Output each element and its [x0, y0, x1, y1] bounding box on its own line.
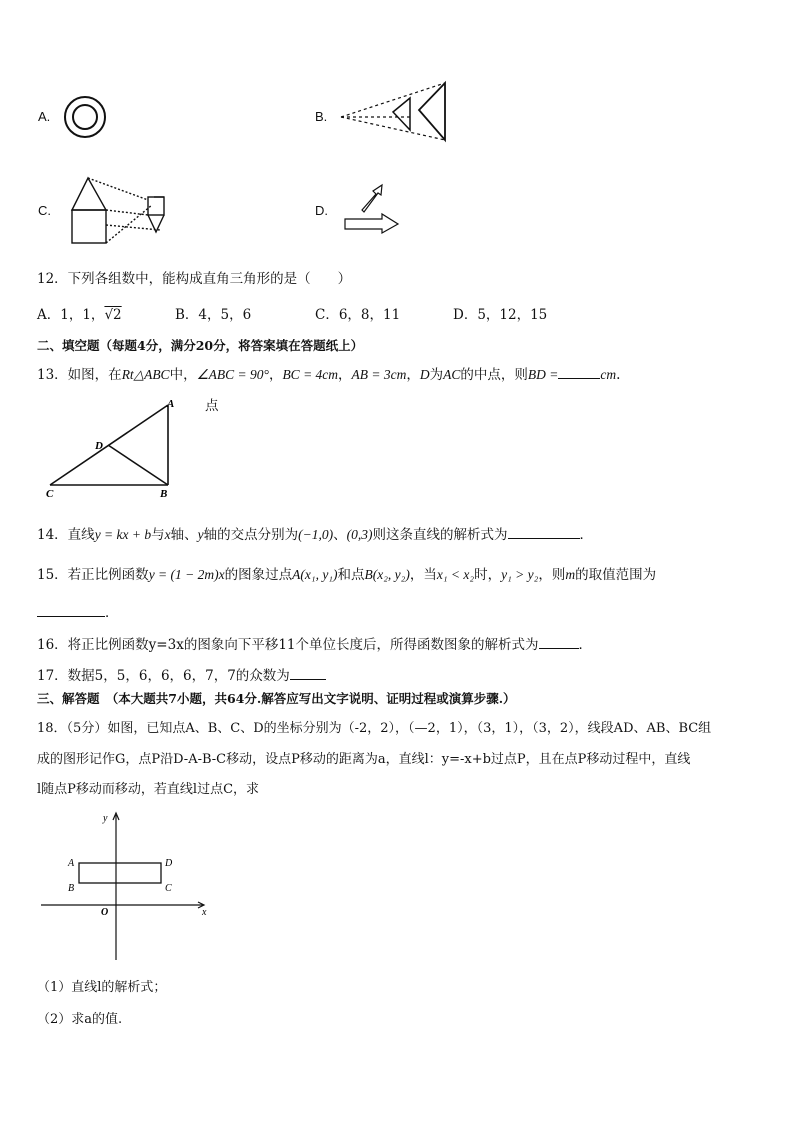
fig13-label-c: C: [46, 488, 54, 500]
q15-math-6: m: [565, 567, 576, 582]
q13-stray-char: 点: [205, 398, 219, 414]
q14-math-4: (−1,0): [298, 527, 334, 542]
q13-text-6: 为: [429, 367, 444, 383]
fig13-label-d: D: [95, 440, 103, 452]
q12-choice-b: B．4，5，6: [175, 307, 252, 323]
sqrt-two: √2: [104, 307, 122, 323]
q13-text-3: ，: [268, 367, 283, 383]
q15-math-3: B(x₂, y₂): [364, 567, 410, 582]
q12-choice-c: C．6，8，11: [315, 307, 401, 323]
fig18-label-o: O: [101, 907, 109, 918]
q17-answer-blank[interactable]: [290, 665, 326, 680]
q15-answer-blank[interactable]: [37, 602, 105, 617]
fig18-label-b: B: [68, 883, 75, 894]
q13-math-6: AC: [443, 367, 461, 382]
fig18-label-d: D: [165, 858, 173, 869]
q18-line-3: l随点P移动而移动，若直线l过点C，求: [37, 782, 260, 797]
q15-math-5: y₁ > y₂: [501, 567, 539, 582]
q16-answer-blank[interactable]: [539, 634, 579, 649]
q14-text-4: 轴的交点分别为: [203, 527, 299, 543]
q18-sub-1: （1）直线l的解析式；: [37, 980, 167, 995]
q16-stem: [37, 634, 592, 654]
q18-line-2: 成的图形记作G，点P沿D-A-B-C移动，设点P移动的距离为a，直线l：y=-x+b过点P，且在点P移动过程中，直线: [37, 752, 691, 767]
q12-stem: 12．下列各组数中，能构成直角三角形的是（ ）: [37, 271, 352, 287]
house-projection-figure: [68, 175, 178, 247]
coordinate-figure: [38, 810, 213, 965]
option-a-label: A.: [38, 109, 51, 124]
q13-text-1: 13．如图，在: [37, 367, 122, 383]
q13-text-4: ，: [338, 367, 352, 383]
q13-math-1: Rt△ABC: [121, 367, 170, 382]
concentric-circles-figure: [62, 90, 112, 144]
q12-choice-a-label: A．1，1，: [37, 307, 105, 323]
q15-math-2: A(x₁, y₁): [292, 567, 338, 582]
option-c-label: C.: [38, 203, 51, 218]
q14-text-1: 14．直线: [37, 527, 95, 543]
q16-end: ．: [578, 637, 592, 653]
q15-text-1: 15．若正比例函数: [37, 567, 149, 583]
q13-math-2: ∠ABC = 90°: [196, 367, 269, 382]
option-b-label: B.: [315, 109, 328, 124]
q15-end: ．: [105, 605, 119, 621]
q13-end: .: [616, 367, 621, 383]
q13-text-5: ，: [406, 367, 420, 383]
q17-text: 17．数据5，5，6，6，6，7，7的众数为: [37, 668, 290, 684]
section2-heading: 二、填空题（每题4分，满分20分，将答案填在答题纸上）: [37, 338, 364, 353]
q13-math-3: BC = 4cm: [282, 367, 339, 382]
q15-math-4: x₁ < x₂: [436, 567, 475, 582]
q16-text: 16．将正比例函数y=3x的图象向下平移11个单位长度后，所得函数图象的解析式为: [37, 637, 539, 653]
fig13-label-a: A: [167, 398, 175, 410]
fig18-label-x: x: [202, 907, 207, 918]
q18-line-1: 18．（5分）如图，已知点A、B、C、D的坐标分别为（-2，2），（—2，1），（3，1），（3，2），线段AD、AB、BC组: [37, 721, 712, 736]
q17-stem: [37, 665, 326, 685]
q15-answer-line: [37, 602, 119, 622]
q14-text-3: 轴、: [170, 527, 198, 543]
projection-triangles-figure: [335, 80, 455, 146]
q13-math-7: BD =: [527, 367, 559, 382]
q13-text-2: 中，: [169, 367, 197, 383]
fig13-label-b: B: [160, 488, 168, 500]
triangle-abc-figure: [40, 395, 190, 505]
q15-text-7: 的取值范围为: [575, 567, 657, 583]
q13-math-4: AB = 3cm: [351, 367, 407, 382]
fig18-label-y: y: [103, 813, 108, 824]
q13-answer-blank[interactable]: [558, 364, 600, 379]
q14-answer-blank[interactable]: [508, 524, 580, 539]
fig18-label-c: C: [165, 883, 172, 894]
q15-stem: [37, 566, 656, 584]
q12-choice-a: [37, 306, 122, 324]
q14-math-2: x: [164, 527, 171, 542]
q12-choice-d: D．5，12，15: [453, 307, 548, 323]
section3-heading: 三、解答题 （本大题共7小题，共64分.解答应写出文字说明、证明过程或演算步骤.）: [37, 691, 516, 706]
q14-math-3: y: [197, 527, 204, 542]
q14-stem: [37, 524, 593, 544]
q13-stem: [37, 364, 620, 384]
q15-text-2: 的图象过点: [224, 567, 293, 583]
q14-text-5: 、: [333, 527, 347, 543]
option-d-label: D.: [315, 203, 328, 218]
q15-text-3: 和点: [337, 567, 365, 583]
q13-text-7: 的中点，则: [460, 367, 528, 383]
q14-math-1: y = kx + b: [94, 527, 152, 542]
q14-end: ．: [579, 527, 593, 543]
arrows-figure: [342, 182, 404, 240]
q15-text-6: ，则: [538, 567, 566, 583]
q18-sub-2: （2）求a的值.: [37, 1012, 123, 1027]
q15-math-1: y = (1 − 2m)x: [148, 567, 225, 582]
q15-text-5: 时，: [474, 567, 502, 583]
q14-math-5: (0,3): [346, 527, 373, 542]
q14-text-6: 则这条直线的解析式为: [372, 527, 508, 543]
q13-unit: cm: [600, 367, 617, 382]
q13-math-5: D: [419, 367, 430, 382]
q15-text-4: ，当: [409, 567, 437, 583]
q14-text-2: 与: [151, 527, 165, 543]
fig18-label-a: A: [68, 858, 75, 869]
